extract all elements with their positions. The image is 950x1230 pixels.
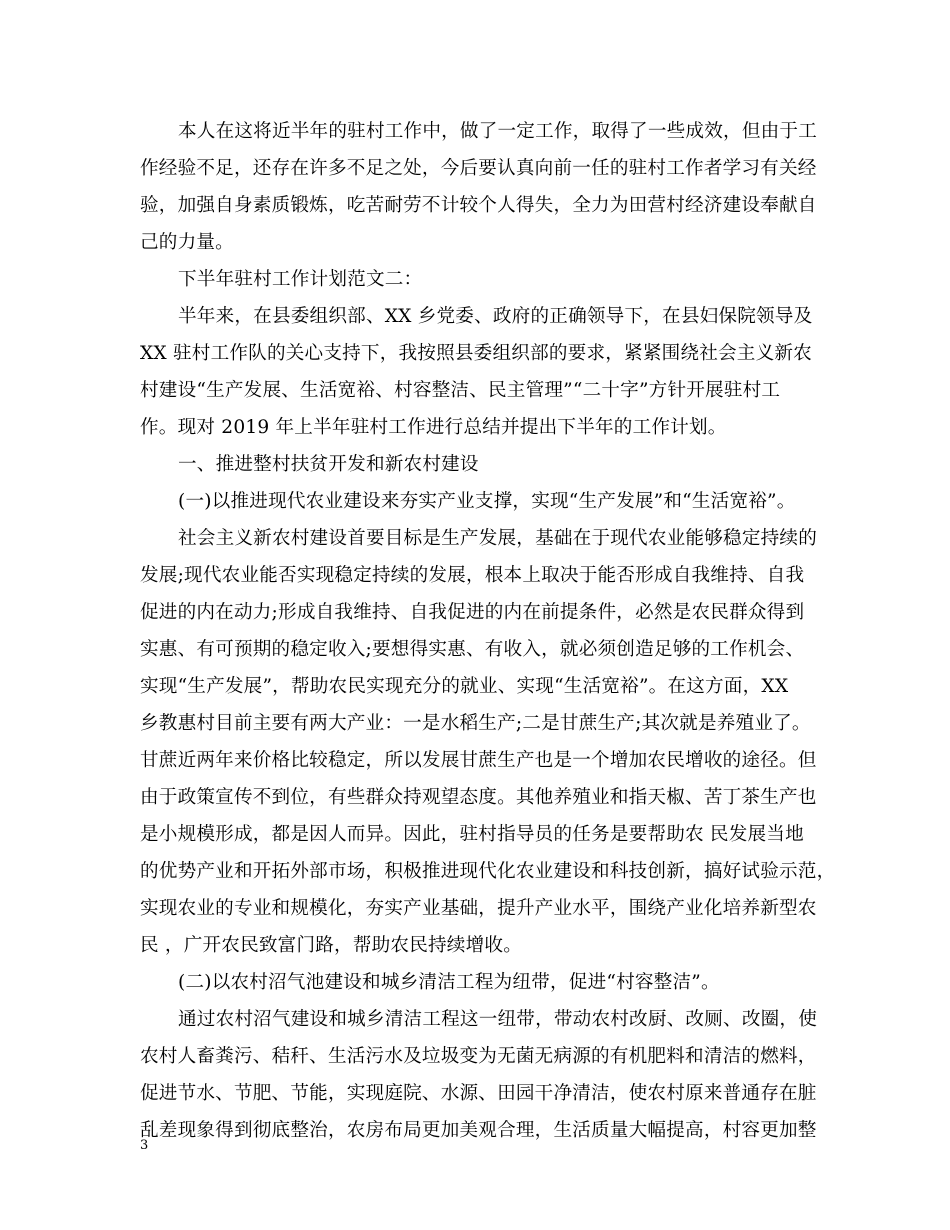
text-line: 村建设“生产发展、生活宽裕、村容整洁、民主管理”“二十字”方针开展驻村工 (140, 380, 781, 401)
text-line: 发展;现代农业能否实现稳定持续的发展，根本上取决于能否形成自我维持、自我 (140, 565, 805, 586)
subsection-heading: (二)以农村沼气池建设和城乡清洁工程为纽带，促进“村容整洁”。 (178, 972, 720, 993)
text-line: 促进节水、节肥、节能，实现庭院、水源、田园干净清洁，使农村原来普通存在脏 (140, 1083, 817, 1104)
text-line: 验，加强自身素质锻炼，吃苦耐劳不计较个人得失，全力为田营村经济建设奉献自 (140, 195, 817, 216)
text-line: 实现农业的专业和规模化，夯实产业基础，提升产业水平，围绕产业化培养新型农 (140, 898, 817, 919)
section-heading: 一、推进整村扶贫开发和新农村建设 (178, 454, 479, 475)
text-line: 乡教惠村目前主要有两大产业：一是水稻生产;二是甘蔗生产;其次就是养殖业了。 (140, 713, 811, 734)
text-line: 实现“生产发展”，帮助农民实现充分的就业、实现“生活宽裕”。在这方面，XX (140, 676, 789, 697)
subsection-heading: (一)以推进现代农业建设来夯实产业支撑，实现“生产发展”和“生活宽裕”。 (178, 491, 796, 512)
text-line: 是小规模形成，都是因人而异。因此，驻村指导员的任务是要帮助农 民发展当地 (140, 824, 804, 845)
text-line: 作。现对 2019 年上半年驻村工作进行总结并提出下半年的工作计划。 (140, 417, 727, 438)
page-number: 3 (140, 1138, 149, 1153)
text-line: 本人在这将近半年的驻村工作中，做了一定工作，取得了一些成效，但由于工 (178, 121, 817, 142)
text-line: 实惠、有可预期的稳定收入;要想得实惠、有收入，就必须创造足够的工作机会、 (140, 639, 805, 660)
text-line: 农村人畜粪污、秸秆、生活污水及垃圾变为无菌无病源的有机肥料和清洁的燃料， (140, 1046, 817, 1067)
text-line: 的优势产业和开拓外部市场，积极推进现代化农业建设和科技创新，搞好试验示范， (140, 861, 836, 882)
text-line: 促进的内在动力;形成自我维持、自我促进的内在前提条件，必然是农民群众得到 (140, 602, 805, 623)
text-line: 乱差现象得到彻底整治，农房布局更加美观合理，生活质量大幅提高，村容更加整 (140, 1120, 817, 1141)
text-line: 半年来，在县委组织部、XX 乡党委、政府的正确领导下，在县妇保院领导及 (178, 306, 813, 327)
text-line: 由于政策宣传不到位，有些群众持观望态度。其他养殖业和指天椒、苦丁茶生产也 (140, 787, 817, 808)
text-line: 通过农村沼气建设和城乡清洁工程这一纽带，带动农村改厨、改厕、改圈，使 (178, 1009, 817, 1030)
section-heading: 下半年驻村工作计划范文二： (178, 269, 423, 290)
text-line: 民 ，广开农民致富门路，帮助农民持续增收。 (140, 935, 522, 956)
text-line: XX 驻村工作队的关心支持下，我按照县委组织部的要求，紧紧围绕社会主义新农 (140, 343, 812, 364)
text-line: 社会主义新农村建设首要目标是生产发展，基础在于现代农业能够稳定持续的 (178, 528, 817, 549)
text-line: 己的力量。 (140, 232, 234, 253)
text-line: 甘蔗近两年来价格比较稳定，所以发展甘蔗生产也是一个增加农民增收的途径。但 (140, 750, 817, 771)
text-line: 作经验不足，还存在许多不足之处，今后要认真向前一任的驻村工作者学习有关经 (140, 158, 817, 179)
